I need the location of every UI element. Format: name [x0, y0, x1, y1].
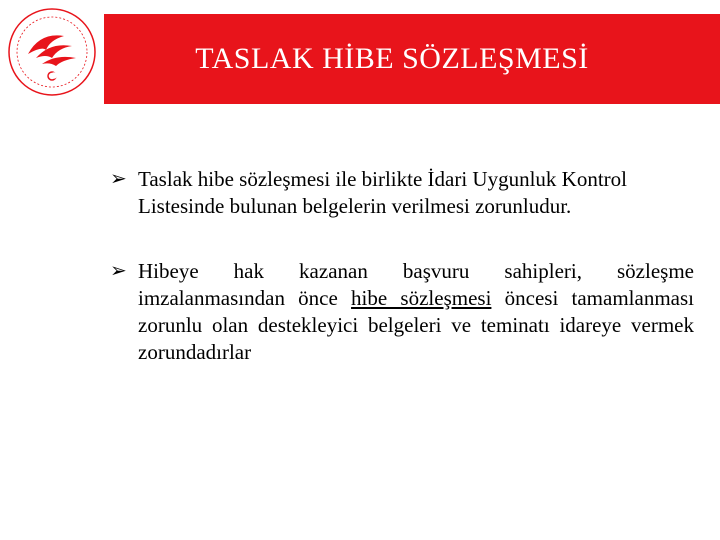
bullet-text: Taslak hibe sözleşmesi ile birlikte İdari Uygunluk Kontrol Listesinde bulunan belgelerin verilmesi zorunludur. — [138, 167, 628, 218]
underlined-phrase: hibe sözleşmesi — [351, 286, 492, 310]
ministry-seal-icon — [6, 6, 98, 98]
title-band — [104, 14, 720, 104]
bullet-text-start: Hibeye hak kazanan başvuru sahipleri, sözleşme imzalanmasından önce — [138, 259, 694, 310]
bullet-item — [110, 166, 694, 220]
arrow-bullet-icon: ➢ — [110, 168, 127, 190]
bullet-list — [110, 166, 694, 366]
bullet-text-end: öncesi tamamlanması zorunlu olan destekleyici belgeleri ve teminatı idareye vermek zorundadırlar — [138, 286, 694, 364]
slide-title: TASLAK HİBE SÖZLEŞMESİ — [195, 42, 589, 75]
bullet-item — [110, 258, 694, 366]
bullet-text — [138, 258, 694, 366]
arrow-bullet-icon: ➢ — [110, 260, 127, 282]
